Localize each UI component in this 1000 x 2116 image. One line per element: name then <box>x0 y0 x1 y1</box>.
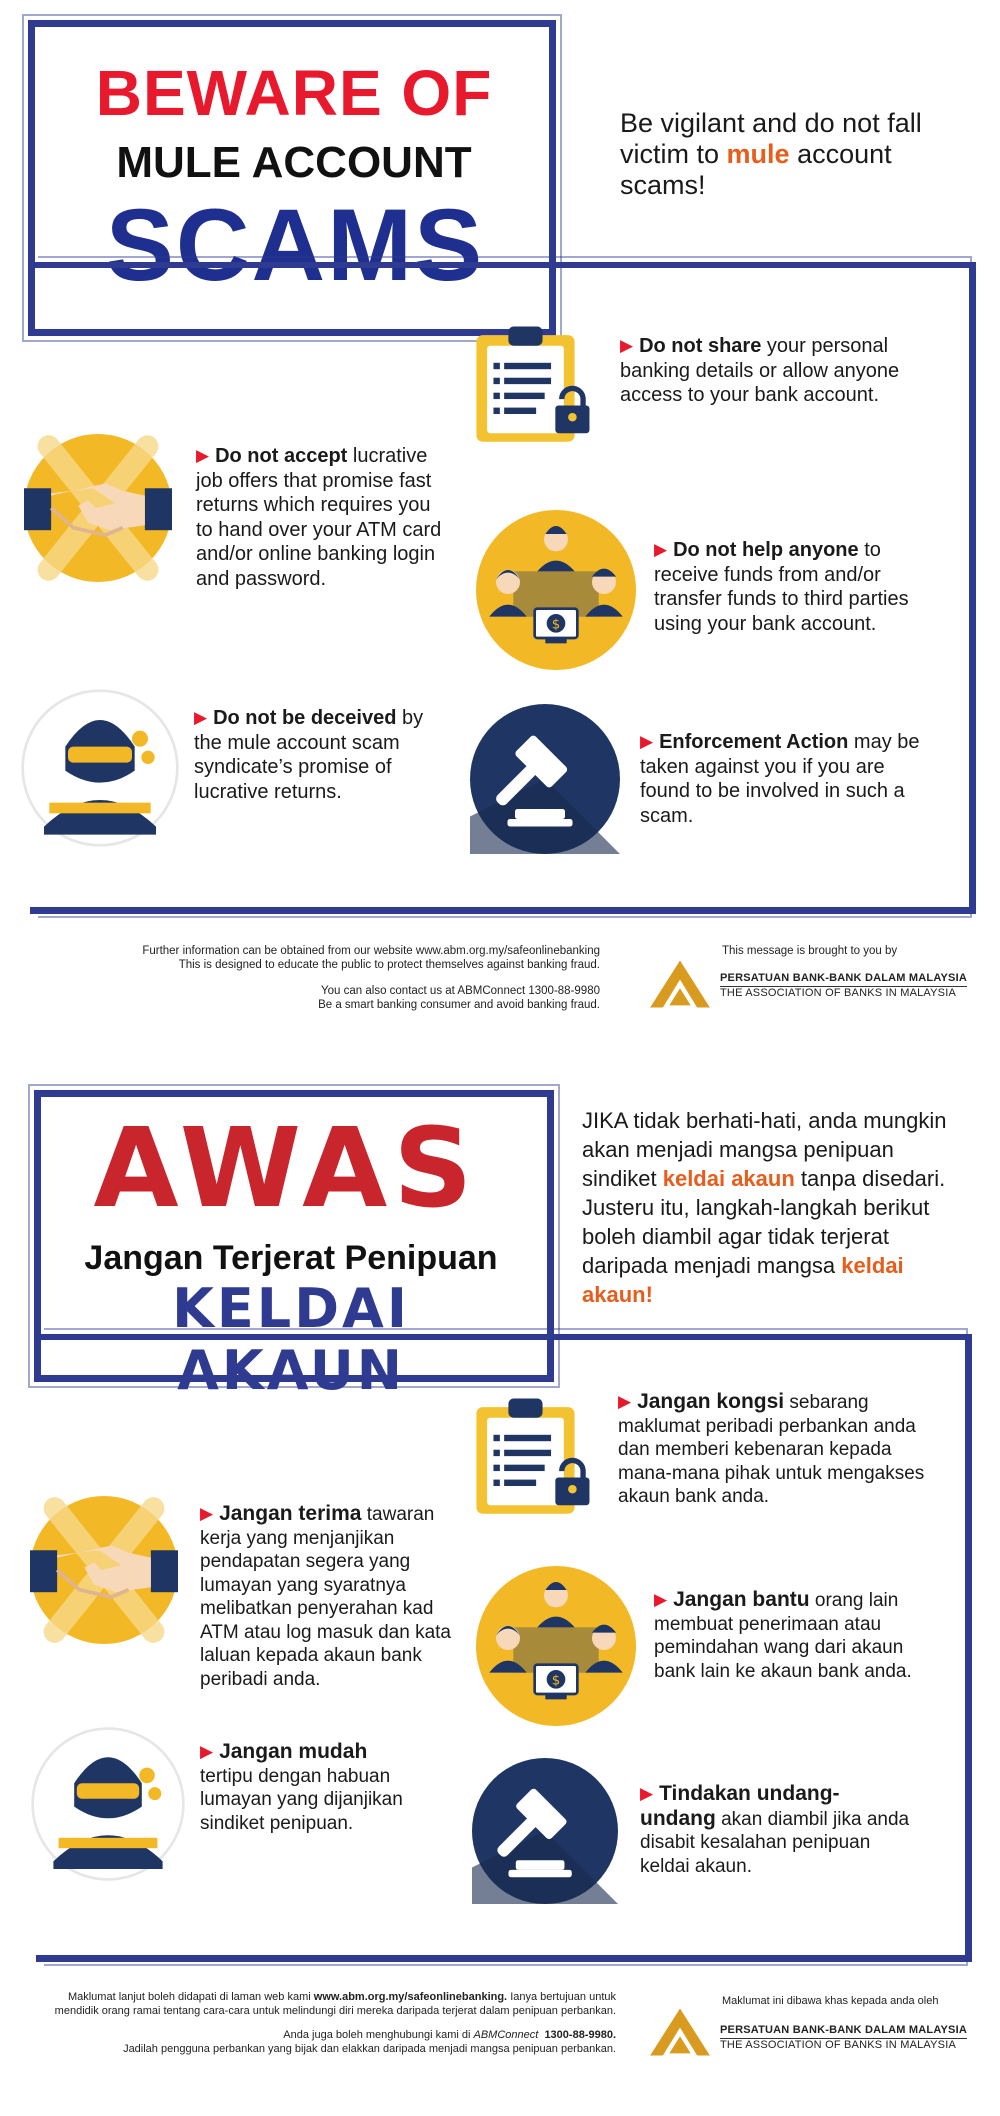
item-enforce-ms <box>640 1782 910 1878</box>
arrow-icon: ▶ <box>200 1742 214 1761</box>
title-line3-en: SCAMS <box>105 188 485 302</box>
item-share-ms <box>618 1390 928 1509</box>
item-help-bold-ms: Jangan bantu <box>673 1588 810 1611</box>
footer-en <box>60 944 600 1012</box>
abm-logo-icon <box>648 2006 712 2058</box>
item-accept-ms <box>200 1502 462 1691</box>
arrow-icon: ▶ <box>640 1784 654 1803</box>
item-enforce-en <box>640 730 920 828</box>
item-share-text-en: your personal banking details or allow anyone access to your bank account. <box>620 335 900 406</box>
footer-line3-en: You can also contact us at ABMConnect 1300-88-9980 <box>321 985 600 997</box>
clipboard-lock-icon <box>470 318 598 446</box>
people-meeting-icon <box>476 510 636 670</box>
brought-en: This message is brought to you by <box>722 945 898 957</box>
item-deceive-text-ms: tertipu dengan habuan lumayan yang dijanjikan sindiket penipuan. <box>200 1765 403 1834</box>
title-line3-ms: KELDAI AKAUN <box>172 1277 410 1402</box>
item-share-text-ms: sebarang maklumat peribadi perbankan anda dan memberi kebenaran kepada mana-mana pihak untuk mengakses akaun bank anda. <box>618 1392 925 1507</box>
item-share-en <box>620 334 920 408</box>
item-deceive-en <box>194 706 424 804</box>
org-name-ms-block <box>720 2024 990 2052</box>
footer-url-ms: www.abm.org.my/safeonlinebanking. <box>313 1991 508 2003</box>
footer-line2-ms: mendidik orang ramai tentang cara-cara untuk melindungi diri mereka daripada terjerat dalam penipuan perbankan. <box>54 2005 616 2017</box>
item-help-en <box>654 538 944 636</box>
arrow-icon: ▶ <box>618 1392 632 1411</box>
title-line2-en: MULE ACCOUNT <box>116 138 472 187</box>
item-accept-en <box>196 444 446 591</box>
footer-phone-ms: 1300-88-9980. <box>544 2029 616 2041</box>
item-accept-bold-en: Do not accept <box>215 445 348 467</box>
item-enforce-bold-ms: Tindakan undang-undang <box>640 1782 840 1830</box>
title-line1-en: BEWARE OF <box>95 57 493 129</box>
intro-en <box>620 108 950 201</box>
intro-post-en: account scams! <box>620 139 892 200</box>
item-help-bold-en: Do not help anyone <box>673 539 859 561</box>
arrow-icon: ▶ <box>194 708 208 727</box>
org-name-en <box>720 972 990 1000</box>
arrow-icon: ▶ <box>654 540 668 559</box>
item-enforce-bold-en: Enforcement Action <box>659 731 849 753</box>
item-help-ms <box>654 1588 944 1683</box>
org-name-ms: PERSATUAN BANK-BANK DALAM MALAYSIA <box>720 972 967 987</box>
footer-line1-en: Further information can be obtained from our website www.abm.org.my/safeonlinebanking <box>142 945 600 957</box>
item-share-bold-ms: Jangan kongsi <box>637 1390 785 1413</box>
item-accept-text-en: lucrative job offers that promise fast returns which requires you to hand over your ATM card and/or online banking login and password. <box>196 445 442 590</box>
item-share-bold-en: Do not share <box>639 335 762 357</box>
org-name-eng: THE ASSOCIATION OF BANKS IN MALAYSIA <box>720 987 957 999</box>
abm-logo-icon <box>648 958 712 1010</box>
masked-thief-icon <box>30 1726 186 1882</box>
footer-line2-en: This is designed to educate the public to protect themselves against banking fraud. <box>178 959 600 971</box>
people-meeting-icon <box>476 1566 636 1726</box>
gavel-icon <box>470 704 620 854</box>
item-deceive-bold-en: Do not be deceived <box>213 707 397 729</box>
arrow-icon: ▶ <box>200 1504 214 1523</box>
gavel-icon <box>472 1758 618 1904</box>
arrow-icon: ▶ <box>620 336 634 355</box>
title-line2-ms: Jangan Terjerat Penipuan <box>84 1239 498 1277</box>
item-help-text-ms: orang lain membuat penerimaan atau pemindahan wang dari akaun bank lain ke akaun bank anda. <box>654 1590 912 1682</box>
intro-h2-ms: keldai akaun! <box>582 1253 904 1307</box>
footer-line3a-ms: Anda juga boleh menghubungi kami di <box>283 2029 471 2041</box>
masked-thief-icon <box>20 688 180 848</box>
handshake-icon <box>30 1496 178 1644</box>
brought-ms: Maklumat ini dibawa khas kepada anda oleh <box>722 1995 939 2007</box>
footer-line1c-ms: Ianya bertujuan untuk <box>510 1991 616 2003</box>
arrow-icon: ▶ <box>196 446 210 465</box>
org-name-eng-2: THE ASSOCIATION OF BANKS IN MALAYSIA <box>720 2039 957 2051</box>
footer-line4-en: Be a smart banking consumer and avoid banking fraud. <box>318 999 600 1011</box>
item-deceive-bold-ms: Jangan mudah <box>219 1740 368 1763</box>
intro-highlight-en: mule <box>726 139 790 169</box>
intro-p2-ms: tanpa disedari. Justeru itu, langkah-langkah berikut boleh diambil agar tidak terjerat daripada menjadi mangsa <box>582 1166 946 1278</box>
footer-ms <box>20 1990 616 2056</box>
footer-abmconnect-ms: ABMConnect <box>473 2029 539 2041</box>
footer-line4-ms: Jadilah pengguna perbankan yang bijak dan elakkan daripada menjadi mangsa penipuan perbankan. <box>123 2043 616 2055</box>
item-accept-text-ms: tawaran kerja yang menjanjikan pendapatan segera yang lumayan yang syaratnya melibatkan penyerahan kad ATM atau log masuk dan kata laluan kepada akaun bank peribadi anda. <box>200 1504 451 1690</box>
item-deceive-text-en: by the mule account scam syndicate’s promise of lucrative returns. <box>194 707 424 803</box>
intro-p1-ms: JIKA tidak berhati-hati, anda mungkin akan menjadi mangsa penipuan sindiket <box>582 1108 947 1191</box>
intro-h1-ms: keldai akaun <box>662 1166 795 1191</box>
footer-line1a-ms: Maklumat lanjut boleh didapati di laman web kami <box>67 1991 311 2003</box>
clipboard-lock-icon <box>470 1390 598 1518</box>
title-line1-ms: AWAS <box>93 1104 479 1232</box>
handshake-icon <box>24 434 172 582</box>
org-name-ms-2: PERSATUAN BANK-BANK DALAM MALAYSIA <box>720 2024 967 2039</box>
item-enforce-text-ms: akan diambil jika anda disabit kesalahan penipuan keldai akaun. <box>640 1808 910 1877</box>
arrow-icon: ▶ <box>654 1590 668 1609</box>
intro-ms <box>582 1106 972 1309</box>
item-enforce-text-en: may be taken against you if you are found to be involved in such a scam. <box>640 731 920 827</box>
intro-pre-en: Be vigilant and do not fall victim to <box>620 108 922 169</box>
item-accept-bold-ms: Jangan terima <box>219 1502 362 1525</box>
item-help-text-en: to receive funds from and/or transfer funds to third parties using your bank account. <box>654 539 909 635</box>
item-deceive-ms <box>200 1740 420 1835</box>
arrow-icon: ▶ <box>640 732 654 751</box>
